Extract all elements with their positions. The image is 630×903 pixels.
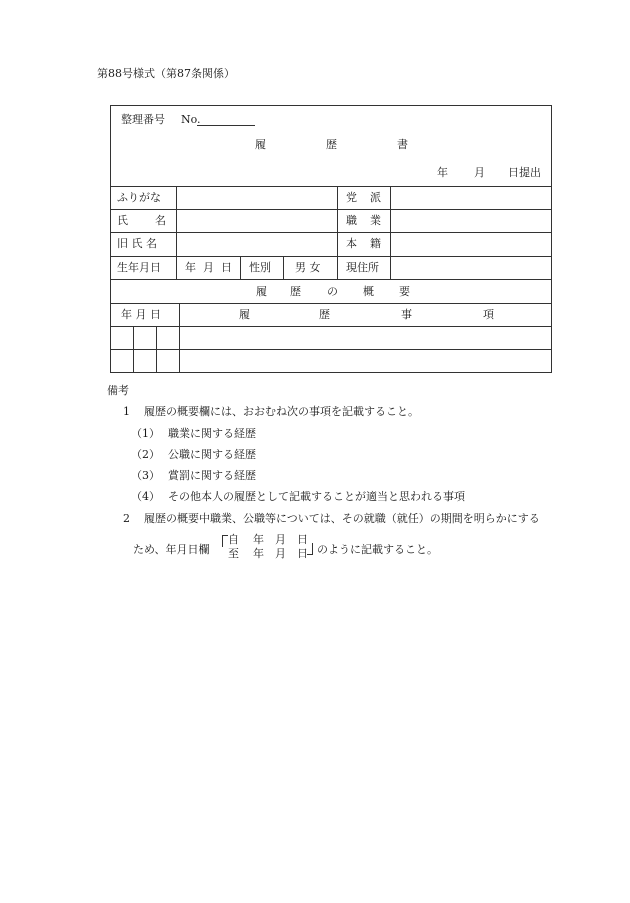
row-divider (110, 303, 552, 304)
summary-title-char: 概 (363, 285, 374, 298)
to-date-char: 至 (228, 547, 239, 560)
to-date-char: 日 (297, 547, 308, 560)
domicile-label-char: 籍 (370, 237, 381, 250)
summary-title-char: 要 (399, 285, 410, 298)
items-column-header-char: 項 (483, 308, 494, 321)
close-bracket-mark (307, 543, 313, 555)
title-char: 書 (397, 138, 408, 151)
summary-title-char: の (327, 285, 338, 298)
title-char: 履 (255, 138, 266, 151)
sub-item-text: その他本人の履歴として記載することが適当と思われる事項 (168, 490, 465, 503)
sub-item-text: 職業に関する経歴 (168, 427, 256, 440)
occupation-label-char: 業 (370, 214, 381, 227)
col-divider (179, 303, 180, 373)
from-date-char: 日 (297, 533, 308, 546)
submit-day: 日提出 (508, 166, 541, 179)
furigana-label: ふりがな (117, 191, 161, 204)
note-2-suffix: のように記載すること。 (317, 543, 438, 556)
former-name-label: 旧 氏 名 (117, 237, 157, 250)
items-column-header-char: 歴 (319, 308, 330, 321)
form-number: 第88号様式（第87条関係） (97, 67, 235, 80)
reference-number-label: 整理番号 (121, 113, 165, 126)
note-1-text: 履歴の概要欄には、おおむね次の事項を記載すること。 (144, 405, 419, 418)
col-divider (240, 256, 241, 279)
note-2-number: 2 (123, 512, 130, 525)
col-divider (337, 186, 338, 279)
occupation-label-char: 職 (346, 214, 357, 227)
sub-item-number: （3） (131, 469, 160, 482)
birth-date-label: 生年月日 (117, 261, 161, 274)
name-label-char: 氏 (117, 214, 128, 227)
sub-item-number: （1） (131, 427, 160, 440)
from-date-char: 年 (253, 533, 264, 546)
submit-year: 年 (437, 166, 448, 179)
to-date-char: 月 (275, 547, 286, 560)
summary-title-char: 履 (256, 285, 267, 298)
sub-item-number: （2） (131, 448, 160, 461)
name-label-char: 名 (155, 214, 166, 227)
sub-item-text: 公職に関する経歴 (168, 448, 256, 461)
title-char: 歴 (326, 138, 337, 151)
row-divider (110, 349, 552, 350)
residence-label: 現住所 (346, 261, 379, 274)
notes-heading: 備考 (107, 384, 129, 397)
party-label-char: 派 (370, 191, 381, 204)
summary-title-char: 歴 (290, 285, 301, 298)
row-divider (110, 326, 552, 327)
reference-number-field[interactable] (197, 125, 255, 126)
col-divider (390, 186, 391, 279)
note-2-text: 履歴の概要中職業、公職等については、その就職（就任）の期間を明らかにする (144, 512, 540, 525)
items-column-header-char: 履 (239, 308, 250, 321)
party-label-char: 党 (346, 191, 357, 204)
items-column-header-char: 事 (401, 308, 412, 321)
sub-item-number: （4） (131, 490, 160, 503)
note-2-continuation: ため、年月日欄 (133, 543, 210, 556)
from-date-char: 自 (228, 533, 239, 546)
gender-label: 性別 (249, 261, 271, 274)
col-divider (156, 326, 157, 373)
col-divider (283, 256, 284, 279)
gender-options: 男 女 (295, 261, 321, 274)
to-date-char: 年 (253, 547, 264, 560)
birth-date-blank: 年 月 日 (185, 261, 232, 274)
col-divider (176, 186, 177, 279)
row-divider (110, 279, 552, 280)
submit-month: 月 (474, 166, 485, 179)
from-date-char: 月 (275, 533, 286, 546)
col-divider (133, 326, 134, 373)
no-label: No. (181, 113, 201, 126)
date-column-header: 年 月 日 (121, 308, 161, 321)
domicile-label-char: 本 (346, 237, 357, 250)
sub-item-text: 賞罰に関する経歴 (168, 469, 256, 482)
note-1-number: 1 (123, 405, 130, 418)
